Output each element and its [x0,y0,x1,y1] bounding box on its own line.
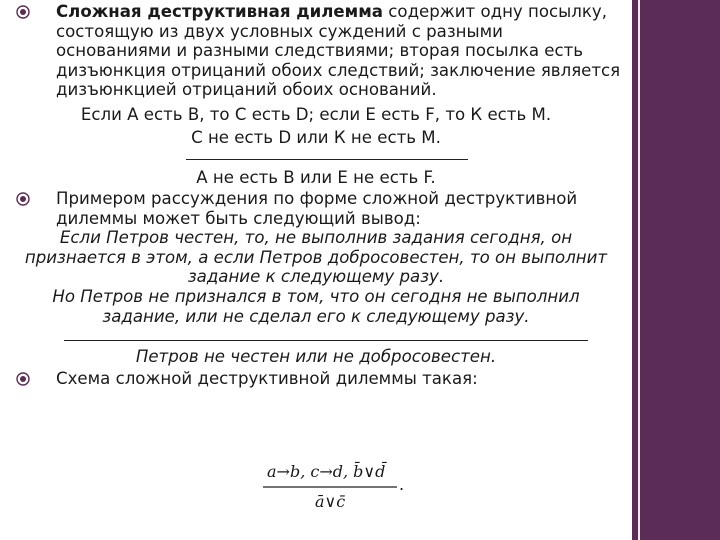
formula-period: . [399,475,405,494]
formula-conclusion: ā∨c̄ [315,492,346,511]
circle-target-bullet-icon [16,372,30,386]
inference-line [186,159,468,160]
sidebar-divider [638,0,640,540]
slide-content [10,2,622,388]
premise-2: С не есть D или К не есть М. [191,127,441,147]
inference-line [64,340,588,341]
list-item [10,369,622,389]
formula-premises: a→b, c→d, b̄∨d̄ [267,462,386,481]
conclusion: А не есть В или Е не есть F. [196,167,436,187]
term-complex-destructive-dilemma: Сложная деструктивная дилемма [56,2,384,21]
example-conclusion: Петров не честен или не добросовестен. [135,347,497,367]
circle-target-bullet-icon [16,192,30,206]
example-premise-1: Если Петров честен, то, не выполнив задания сегодня, он признается в этом, а если Петров добросовестен, то он выполнит задание к следующему разу. [24,228,608,287]
example-intro: Примером рассуждения по форме сложной деструктивной дилеммы может быть следующий вывод: [56,188,578,228]
dilemma-formula [255,459,415,521]
sidebar-decoration [632,0,720,540]
definition-text: содержит одну посылку, состоящую из двух условных суждений с разными основаниями и разными следствиями; вторая посылка есть дизъюнкция отрицаний обоих следствий; заключение является дизъюнкцией отрицаний обоих оснований. [56,2,621,100]
premise-1: Если А есть В, то С есть D; если Е есть F, то К есть М. [80,104,552,124]
list-item [10,189,622,228]
circle-target-bullet-icon [16,5,30,19]
schema-intro: Схема сложной деструктивной дилеммы такая: [56,368,478,388]
example-premise-2: Но Петров не признался в том, что он сегодня не выполнил задание, или не сделал его к следующему разу. [52,286,580,326]
list-item [10,2,622,100]
